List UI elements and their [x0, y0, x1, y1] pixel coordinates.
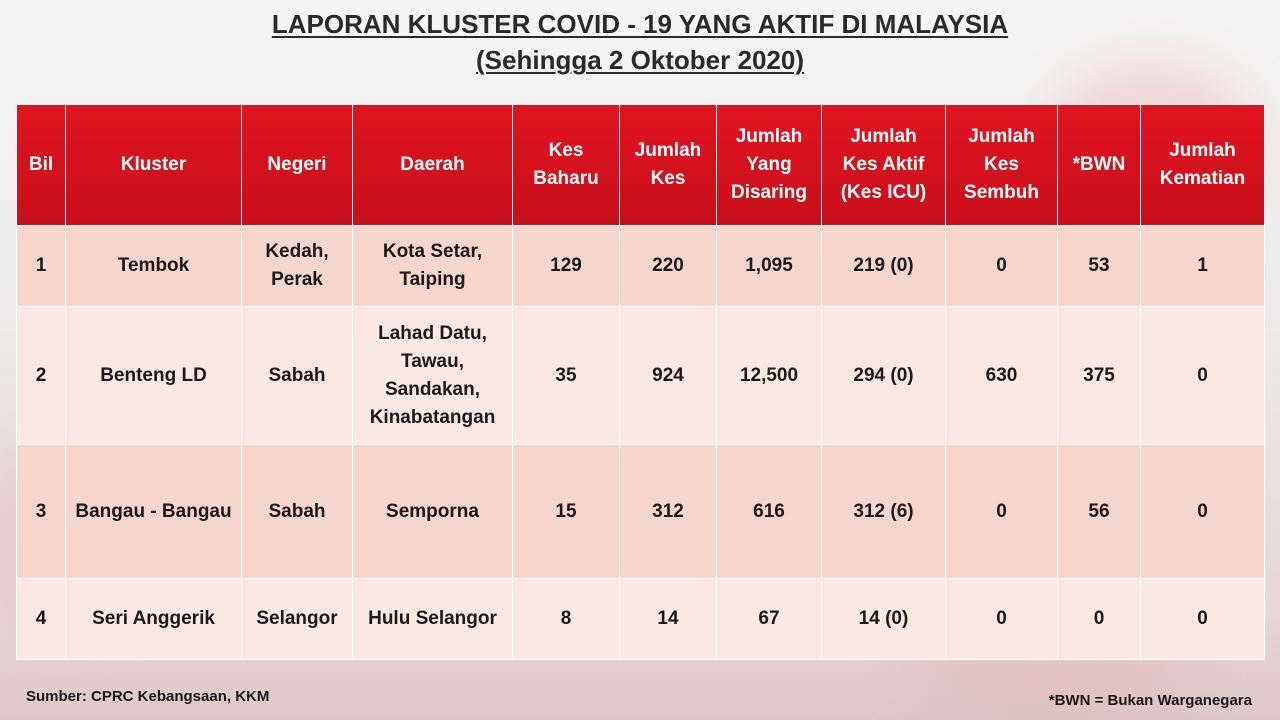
- cell-line: Sandakan,: [384, 378, 481, 400]
- column-header-jumlah-kematian: [1141, 105, 1265, 226]
- cell-kes-baharu: 8: [513, 579, 620, 660]
- column-header-text: Negeri: [267, 154, 327, 175]
- column-header-text: Kematian: [1159, 168, 1246, 189]
- cell-line: Tawau,: [401, 350, 464, 372]
- cell-kes-aktif-icu: 312 (6): [822, 445, 946, 579]
- cluster-table: [16, 104, 1265, 660]
- cell-jumlah-disaring: 12,500: [717, 307, 822, 445]
- cell-daerah: [353, 445, 513, 579]
- cell-bwn: 56: [1058, 445, 1141, 579]
- cell-line: Kedah,: [265, 241, 329, 262]
- cell-kluster: Seri Anggerik: [66, 579, 242, 660]
- table-row: [17, 226, 1265, 307]
- cell-kluster: Bangau - Bangau: [66, 445, 242, 579]
- cell-line: Selangor: [256, 608, 338, 629]
- table-row: [17, 307, 1265, 445]
- table-row: [17, 579, 1265, 660]
- column-header-text: *BWN: [1072, 154, 1126, 175]
- cell-jumlah-disaring: 1,095: [717, 226, 822, 307]
- cell-kes-sembuh: 0: [946, 226, 1058, 307]
- cell-bwn: 53: [1058, 226, 1141, 307]
- cell-line: Kinabatangan: [369, 406, 496, 428]
- cell-jumlah-kes: 924: [620, 307, 717, 445]
- title-line-2: (Sehingga 2 Oktober 2020): [476, 45, 804, 75]
- cell-negeri: [242, 226, 353, 307]
- column-header-text: Disaring: [730, 182, 808, 203]
- column-header-kes-sembuh: [946, 105, 1058, 226]
- cell-kematian: 0: [1141, 445, 1265, 579]
- column-header-jumlah-disaring: [717, 105, 822, 226]
- table-body: [17, 226, 1265, 660]
- cell-kes-baharu: 129: [513, 226, 620, 307]
- cell-kes-sembuh: 0: [946, 445, 1058, 579]
- cell-line: Hulu Selangor: [368, 608, 497, 629]
- column-header-text: Jumlah: [850, 126, 917, 147]
- column-header-text: Jumlah: [735, 126, 803, 147]
- cell-kematian: 0: [1141, 307, 1265, 445]
- cell-kematian: 1: [1141, 226, 1265, 307]
- column-header-text: Kluster: [120, 154, 187, 175]
- bwn-footnote: *BWN = Bukan Warganegara: [1048, 692, 1252, 709]
- cell-negeri: [242, 445, 353, 579]
- column-header-bwn: [1058, 105, 1141, 226]
- title-line-1: LAPORAN KLUSTER COVID - 19 YANG AKTIF DI MALAYSIA: [271, 9, 1009, 39]
- cell-line: Sabah: [268, 500, 326, 522]
- cell-line: Perak: [271, 269, 323, 290]
- column-header-kluster: [66, 105, 242, 226]
- column-header-text: Yang: [746, 154, 792, 175]
- cell-line: Kota Setar,: [382, 241, 483, 262]
- cell-daerah: [353, 307, 513, 445]
- cell-line: Sabah: [268, 364, 326, 386]
- cell-kematian: 0: [1141, 579, 1265, 660]
- cell-negeri: [242, 579, 353, 660]
- column-header-kes-baharu: [513, 105, 620, 226]
- cell-kluster: Benteng LD: [66, 307, 242, 445]
- column-header-text: Kes: [984, 154, 1019, 175]
- cell-bwn: 375: [1058, 307, 1141, 445]
- column-header-text: Kes Aktif: [842, 154, 925, 175]
- table-header-row: [17, 105, 1265, 226]
- cell-bil: 4: [17, 579, 66, 660]
- cell-kluster: Tembok: [66, 226, 242, 307]
- cell-bwn: 0: [1058, 579, 1141, 660]
- source-note: Sumber: CPRC Kebangsaan, KKM: [26, 688, 270, 705]
- column-header-text: Bil: [28, 154, 54, 175]
- cell-kes-sembuh: 0: [946, 579, 1058, 660]
- cell-bil: 1: [17, 226, 66, 307]
- column-header-text: Jumlah: [1169, 140, 1236, 161]
- cell-bil: 3: [17, 445, 66, 579]
- cell-kes-aktif-icu: 14 (0): [822, 579, 946, 660]
- page-title: [0, 6, 1280, 78]
- cell-line: Taiping: [399, 269, 466, 290]
- column-header-text: Daerah: [400, 154, 465, 175]
- column-header-daerah: [353, 105, 513, 226]
- cell-bil: 2: [17, 307, 66, 445]
- cell-kes-sembuh: 630: [946, 307, 1058, 445]
- cell-kes-baharu: 15: [513, 445, 620, 579]
- column-header-text: Kes: [548, 140, 584, 161]
- cell-jumlah-kes: 312: [620, 445, 717, 579]
- cell-jumlah-kes: 14: [620, 579, 717, 660]
- cell-jumlah-disaring: 616: [717, 445, 822, 579]
- column-header-text: (Kes ICU): [840, 182, 927, 203]
- column-header-text: Sembuh: [964, 182, 1039, 203]
- cell-kes-aktif-icu: 219 (0): [822, 226, 946, 307]
- column-header-jumlah-kes: [620, 105, 717, 226]
- cell-line: Lahad Datu,: [378, 322, 487, 344]
- cell-negeri: [242, 307, 353, 445]
- cell-daerah: [353, 226, 513, 307]
- table-row: [17, 445, 1265, 579]
- column-header-kes-aktif-icu: [822, 105, 946, 226]
- cell-kes-aktif-icu: 294 (0): [822, 307, 946, 445]
- cell-jumlah-disaring: 67: [717, 579, 822, 660]
- column-header-text: Kes: [650, 168, 686, 189]
- column-header-negeri: [242, 105, 353, 226]
- cell-kes-baharu: 35: [513, 307, 620, 445]
- column-header-bil: [17, 105, 66, 226]
- column-header-text: Baharu: [533, 168, 599, 189]
- column-header-text: Jumlah: [968, 126, 1035, 147]
- column-header-text: Jumlah: [634, 140, 702, 161]
- cell-jumlah-kes: 220: [620, 226, 717, 307]
- cell-line: Semporna: [386, 500, 479, 522]
- cell-daerah: [353, 579, 513, 660]
